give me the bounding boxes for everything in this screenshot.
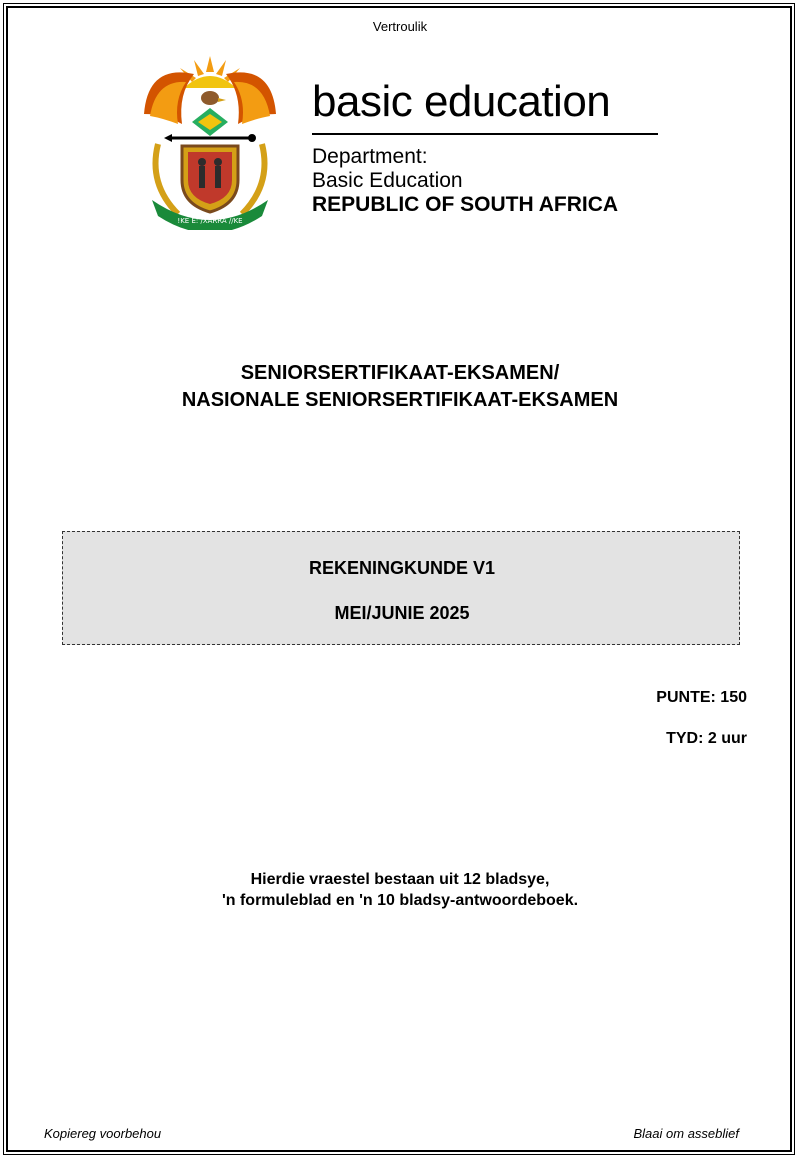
country-name: REPUBLIC OF SOUTH AFRICA <box>312 193 619 216</box>
subject-name: REKENINGKUNDE V1 <box>308 558 496 578</box>
page-count-note-line-1: Hierdie vraestel bestaan uit 12 bladsye, <box>250 871 550 888</box>
turn-over-notice: Blaai om asseblief <box>633 1126 739 1141</box>
exam-session: MEI/JUNIE 2025 <box>334 603 470 623</box>
coat-of-arms-icon <box>138 54 282 230</box>
exam-title-line-2: NASIONALE SENIORSERTIFIKAAT-EKSAMEN <box>181 389 619 411</box>
copyright-notice: Kopiereg voorbehou <box>44 1126 162 1141</box>
exam-duration: TYD: 2 uur <box>666 730 747 747</box>
exam-title-line-1: SENIORSERTIFIKAAT-EKSAMEN/ <box>240 362 560 384</box>
rising-sun-icon <box>180 56 240 88</box>
department-name: Basic Education <box>312 169 463 192</box>
subject-box <box>62 531 740 645</box>
motto-text: !KE E: /XARRA //KE <box>177 217 243 225</box>
confidential-label: Vertroulik <box>372 19 428 34</box>
total-marks: PUNTE: 150 <box>656 689 747 706</box>
brand-title: basic education <box>312 77 611 126</box>
department-label: Department: <box>312 145 428 168</box>
brand-divider <box>312 133 658 135</box>
page-count-note-line-2: 'n formuleblad en 'n 10 bladsy-antwoordeboek. <box>221 892 579 909</box>
